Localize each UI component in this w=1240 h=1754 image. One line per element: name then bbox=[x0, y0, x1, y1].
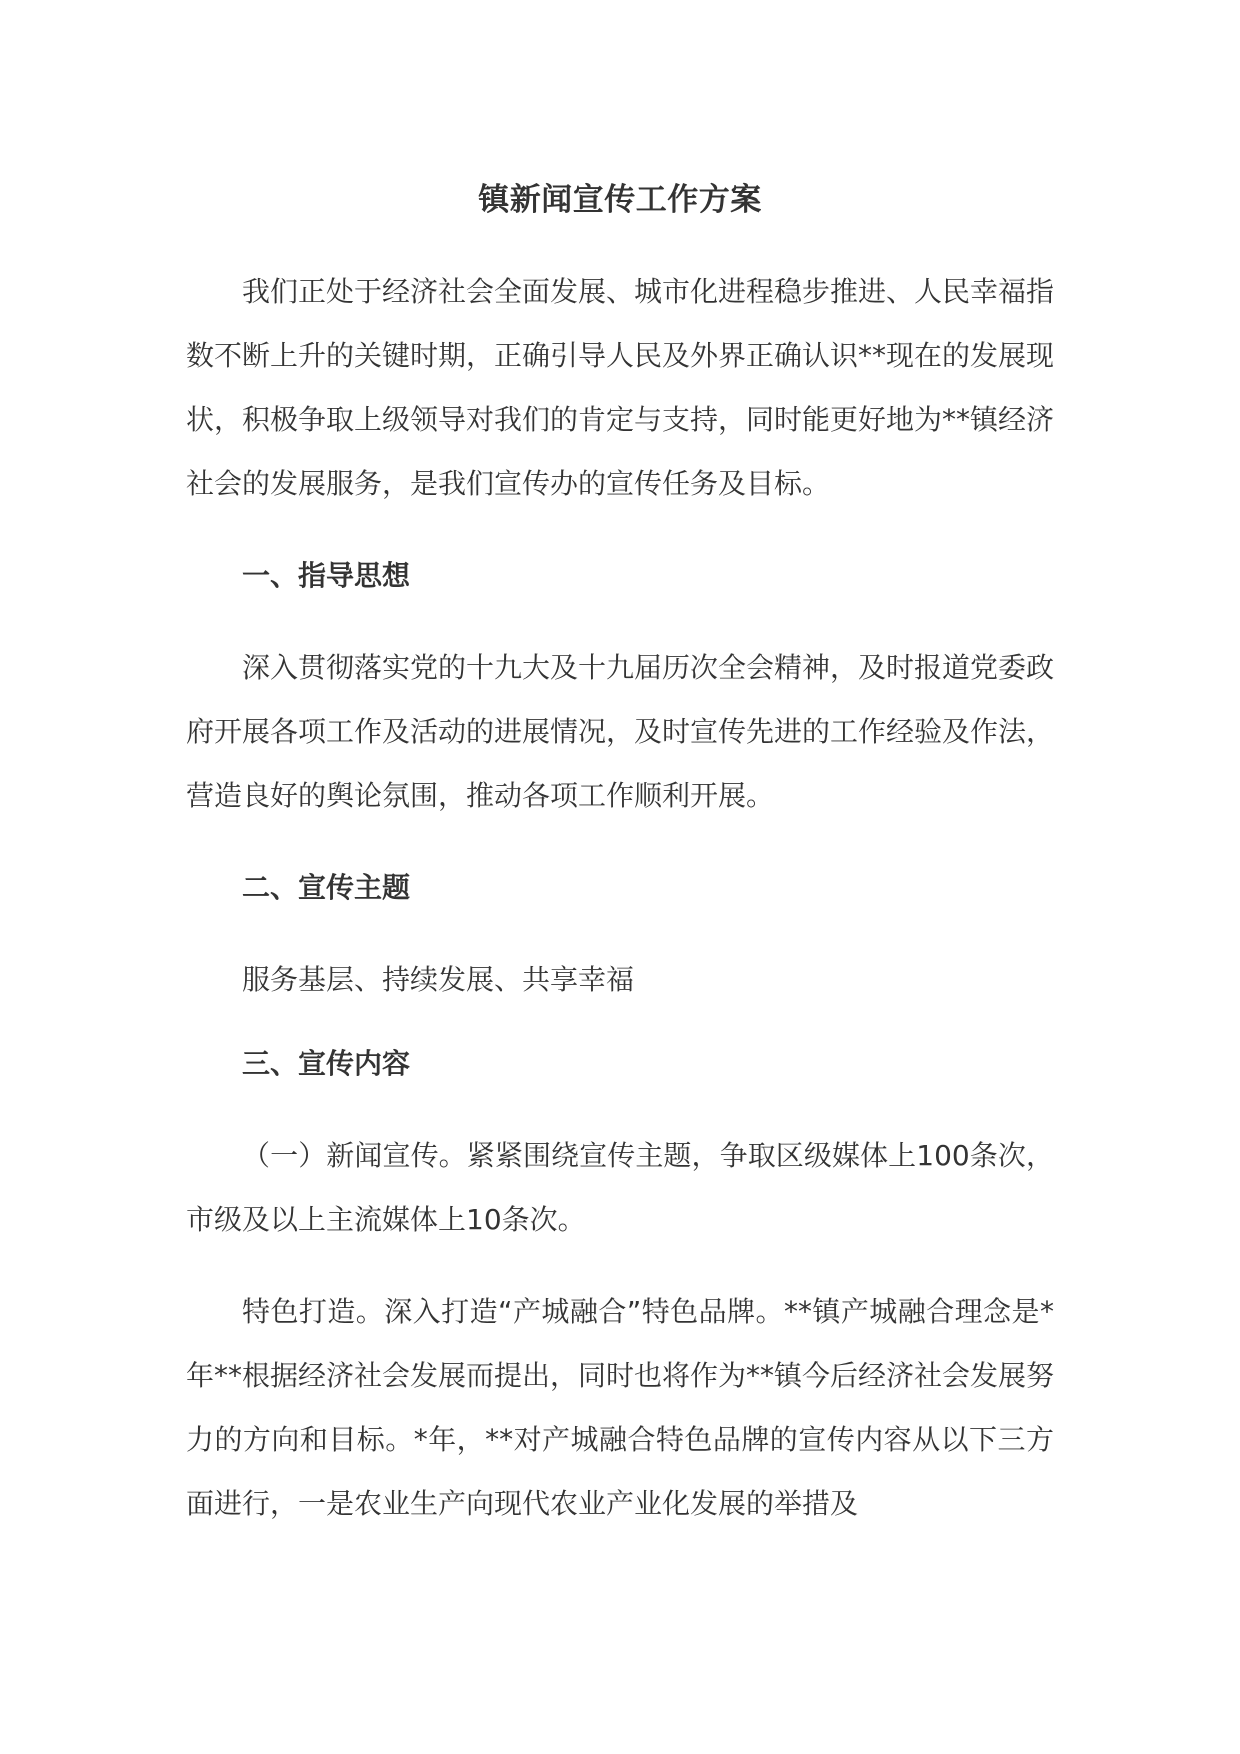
section-heading-guiding-ideology: 一、指导思想 bbox=[242, 559, 411, 592]
document-title: 镇新闻宣传工作方案 bbox=[478, 182, 762, 218]
intro-paragraph: 我们正处于经济社会全面发展、城市化进程稳步推进、人民幸福指数不断上升的关键时期，正确引导人民及外界正确认识**现在的发展现状，积极争取上级领导对我们的肯定与支持，同时能更好地为**镇经济社会的发展服务，是我们宣传办的宣传任务及目标。 bbox=[186, 275, 1055, 500]
section-heading-publicity-content: 三、宣传内容 bbox=[242, 1047, 411, 1080]
section-heading-publicity-theme: 二、宣传主题 bbox=[242, 871, 411, 904]
section-body-guiding-ideology: 深入贯彻落实党的十九大及十九届历次全会精神，及时报道党委政府开展各项工作及活动的进展情况，及时宣传先进的工作经验及作法，营造良好的舆论氛围，推动各项工作顺利开展。 bbox=[186, 651, 1055, 812]
section-body-feature-building: 特色打造。深入打造“产城融合”特色品牌。**镇产城融合理念是*年**根据经济社会发展而提出，同时也将作为**镇今后经济社会发展努力的方向和目标。*年，**对产城融合特色品牌的宣传内容从以下三方面进行，一是农业生产向现代农业产业化发展的举措及 bbox=[186, 1295, 1055, 1520]
section-body-publicity-theme: 服务基层、持续发展、共享幸福 bbox=[242, 963, 635, 996]
section-body-news-publicity: （一）新闻宣传。紧紧围绕宣传主题，争取区级媒体上100条次，市级及以上主流媒体上10条次。 bbox=[186, 1139, 1054, 1236]
